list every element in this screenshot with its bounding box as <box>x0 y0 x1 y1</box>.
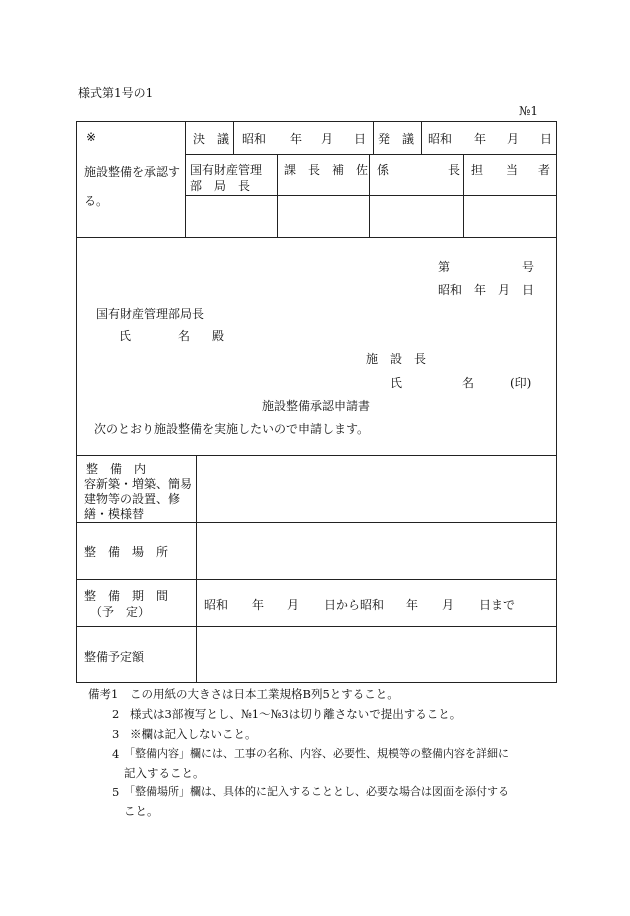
grid-line <box>233 121 234 155</box>
doc-no-suffix: 号 <box>522 260 535 274</box>
note-text-4-cont: 記入すること。 <box>124 766 205 780</box>
note-num-2: 2 <box>112 707 120 721</box>
issue-label: 発 議 <box>378 132 415 146</box>
note-num-4: 4 <box>112 747 120 761</box>
note-num-1: 備考1 <box>88 687 119 701</box>
table-border-bottom <box>76 682 557 683</box>
period-label-l1: 整 備 期 間 <box>84 589 169 603</box>
grid-line <box>373 121 374 155</box>
period-label-l2: （予 定） <box>90 605 151 619</box>
note-text-2: 様式は3部複写とし、№1～№3は切り離さないで提出すること。 <box>130 707 462 721</box>
applicant-title: 施 設 長 <box>366 352 427 366</box>
decision-era: 昭和 <box>242 132 267 146</box>
note-num-5: 5 <box>112 785 120 799</box>
decision-month: 月 <box>321 132 334 146</box>
applicant-mei: 名 <box>462 376 475 390</box>
period-month: 月 <box>287 598 300 612</box>
charge-label-3: 者 <box>538 163 551 177</box>
decision-day: 日 <box>354 132 367 146</box>
content-label-l3: 建物等の設置、修 <box>84 492 181 506</box>
issue-year: 年 <box>474 132 487 146</box>
table-border-left <box>76 121 77 683</box>
issue-month: 月 <box>507 132 520 146</box>
app-date-era: 昭和 <box>438 283 463 297</box>
issue-era: 昭和 <box>428 132 453 146</box>
staff-label-left: 係 <box>377 163 390 177</box>
grid-line <box>76 455 557 456</box>
period-year: 年 <box>252 598 265 612</box>
decision-year: 年 <box>290 132 303 146</box>
table-border-top <box>76 121 557 122</box>
period-year2: 年 <box>406 598 419 612</box>
grid-line <box>421 121 422 155</box>
note-text-3: ※欄は記入しないこと。 <box>130 727 257 741</box>
addressee: 国有財産管理部局長 <box>96 307 205 321</box>
period-until: 日まで <box>479 598 516 612</box>
note-text-1: この用紙の大きさは日本工業規格B列5とすること。 <box>130 687 399 701</box>
grid-line <box>76 579 557 580</box>
bureau-label-l1: 国有財産管理 <box>190 163 263 177</box>
note-text-5-cont: こと。 <box>124 804 159 818</box>
applicant-shi: 氏 <box>390 376 403 390</box>
app-date-month: 月 <box>498 283 511 297</box>
seal-mark: (印) <box>510 376 532 390</box>
bureau-label-l2: 部 局 長 <box>190 179 251 193</box>
addressee-shi: 氏 <box>119 329 132 343</box>
doc-no-prefix: 第 <box>438 260 451 274</box>
grid-line <box>277 154 278 238</box>
period-month2: 月 <box>442 598 455 612</box>
note-num-3: 3 <box>112 727 120 741</box>
grid-line <box>185 154 557 155</box>
form-number: №1 <box>519 104 538 118</box>
content-label-l1: 整 備 内 <box>86 462 147 476</box>
content-label-l2: 容新築・増築、簡易 <box>84 477 193 491</box>
charge-label-1: 担 <box>471 163 484 177</box>
table-border-right <box>556 121 557 683</box>
app-date-day: 日 <box>522 283 535 297</box>
amount-label: 整備予定額 <box>84 650 145 664</box>
app-date-year: 年 <box>474 283 487 297</box>
content-label-l4: 繕・模様替 <box>84 507 145 521</box>
grid-line <box>369 154 370 238</box>
note-text-4: 「整備内容」欄には、工事の名称、内容、必要性、規模等の整備内容を詳細に <box>124 747 509 760</box>
approve-label: 施設整備を承認す <box>84 165 181 179</box>
grid-line <box>76 237 557 238</box>
grid-line <box>185 195 557 196</box>
approve-label-cont: る。 <box>84 194 109 208</box>
assistant-label: 課 長 補 佐 <box>284 163 369 177</box>
form-title: 様式第1号の1 <box>78 86 154 100</box>
decision-label: 決 議 <box>193 132 230 146</box>
issue-day: 日 <box>540 132 553 146</box>
staff-label-right: 長 <box>448 163 461 177</box>
grid-line <box>196 455 197 683</box>
doc-body: 次のとおり施設整備を実施したいので申請します。 <box>94 422 370 436</box>
grid-line <box>463 154 464 238</box>
period-era: 昭和 <box>204 598 229 612</box>
grid-line <box>76 522 557 523</box>
doc-title: 施設整備承認申請書 <box>262 399 371 413</box>
addressee-tono: 殿 <box>212 329 225 343</box>
charge-label-2: 当 <box>506 163 519 177</box>
period-from: 日から昭和 <box>324 598 385 612</box>
asterisk-mark: ※ <box>86 130 97 144</box>
grid-line <box>185 121 186 238</box>
addressee-mei: 名 <box>178 329 191 343</box>
grid-line <box>76 626 557 627</box>
location-label: 整 備 場 所 <box>84 545 169 559</box>
note-text-5: 「整備場所」欄は、具体的に記入することとし、必要な場合は図面を添付する <box>124 785 509 798</box>
